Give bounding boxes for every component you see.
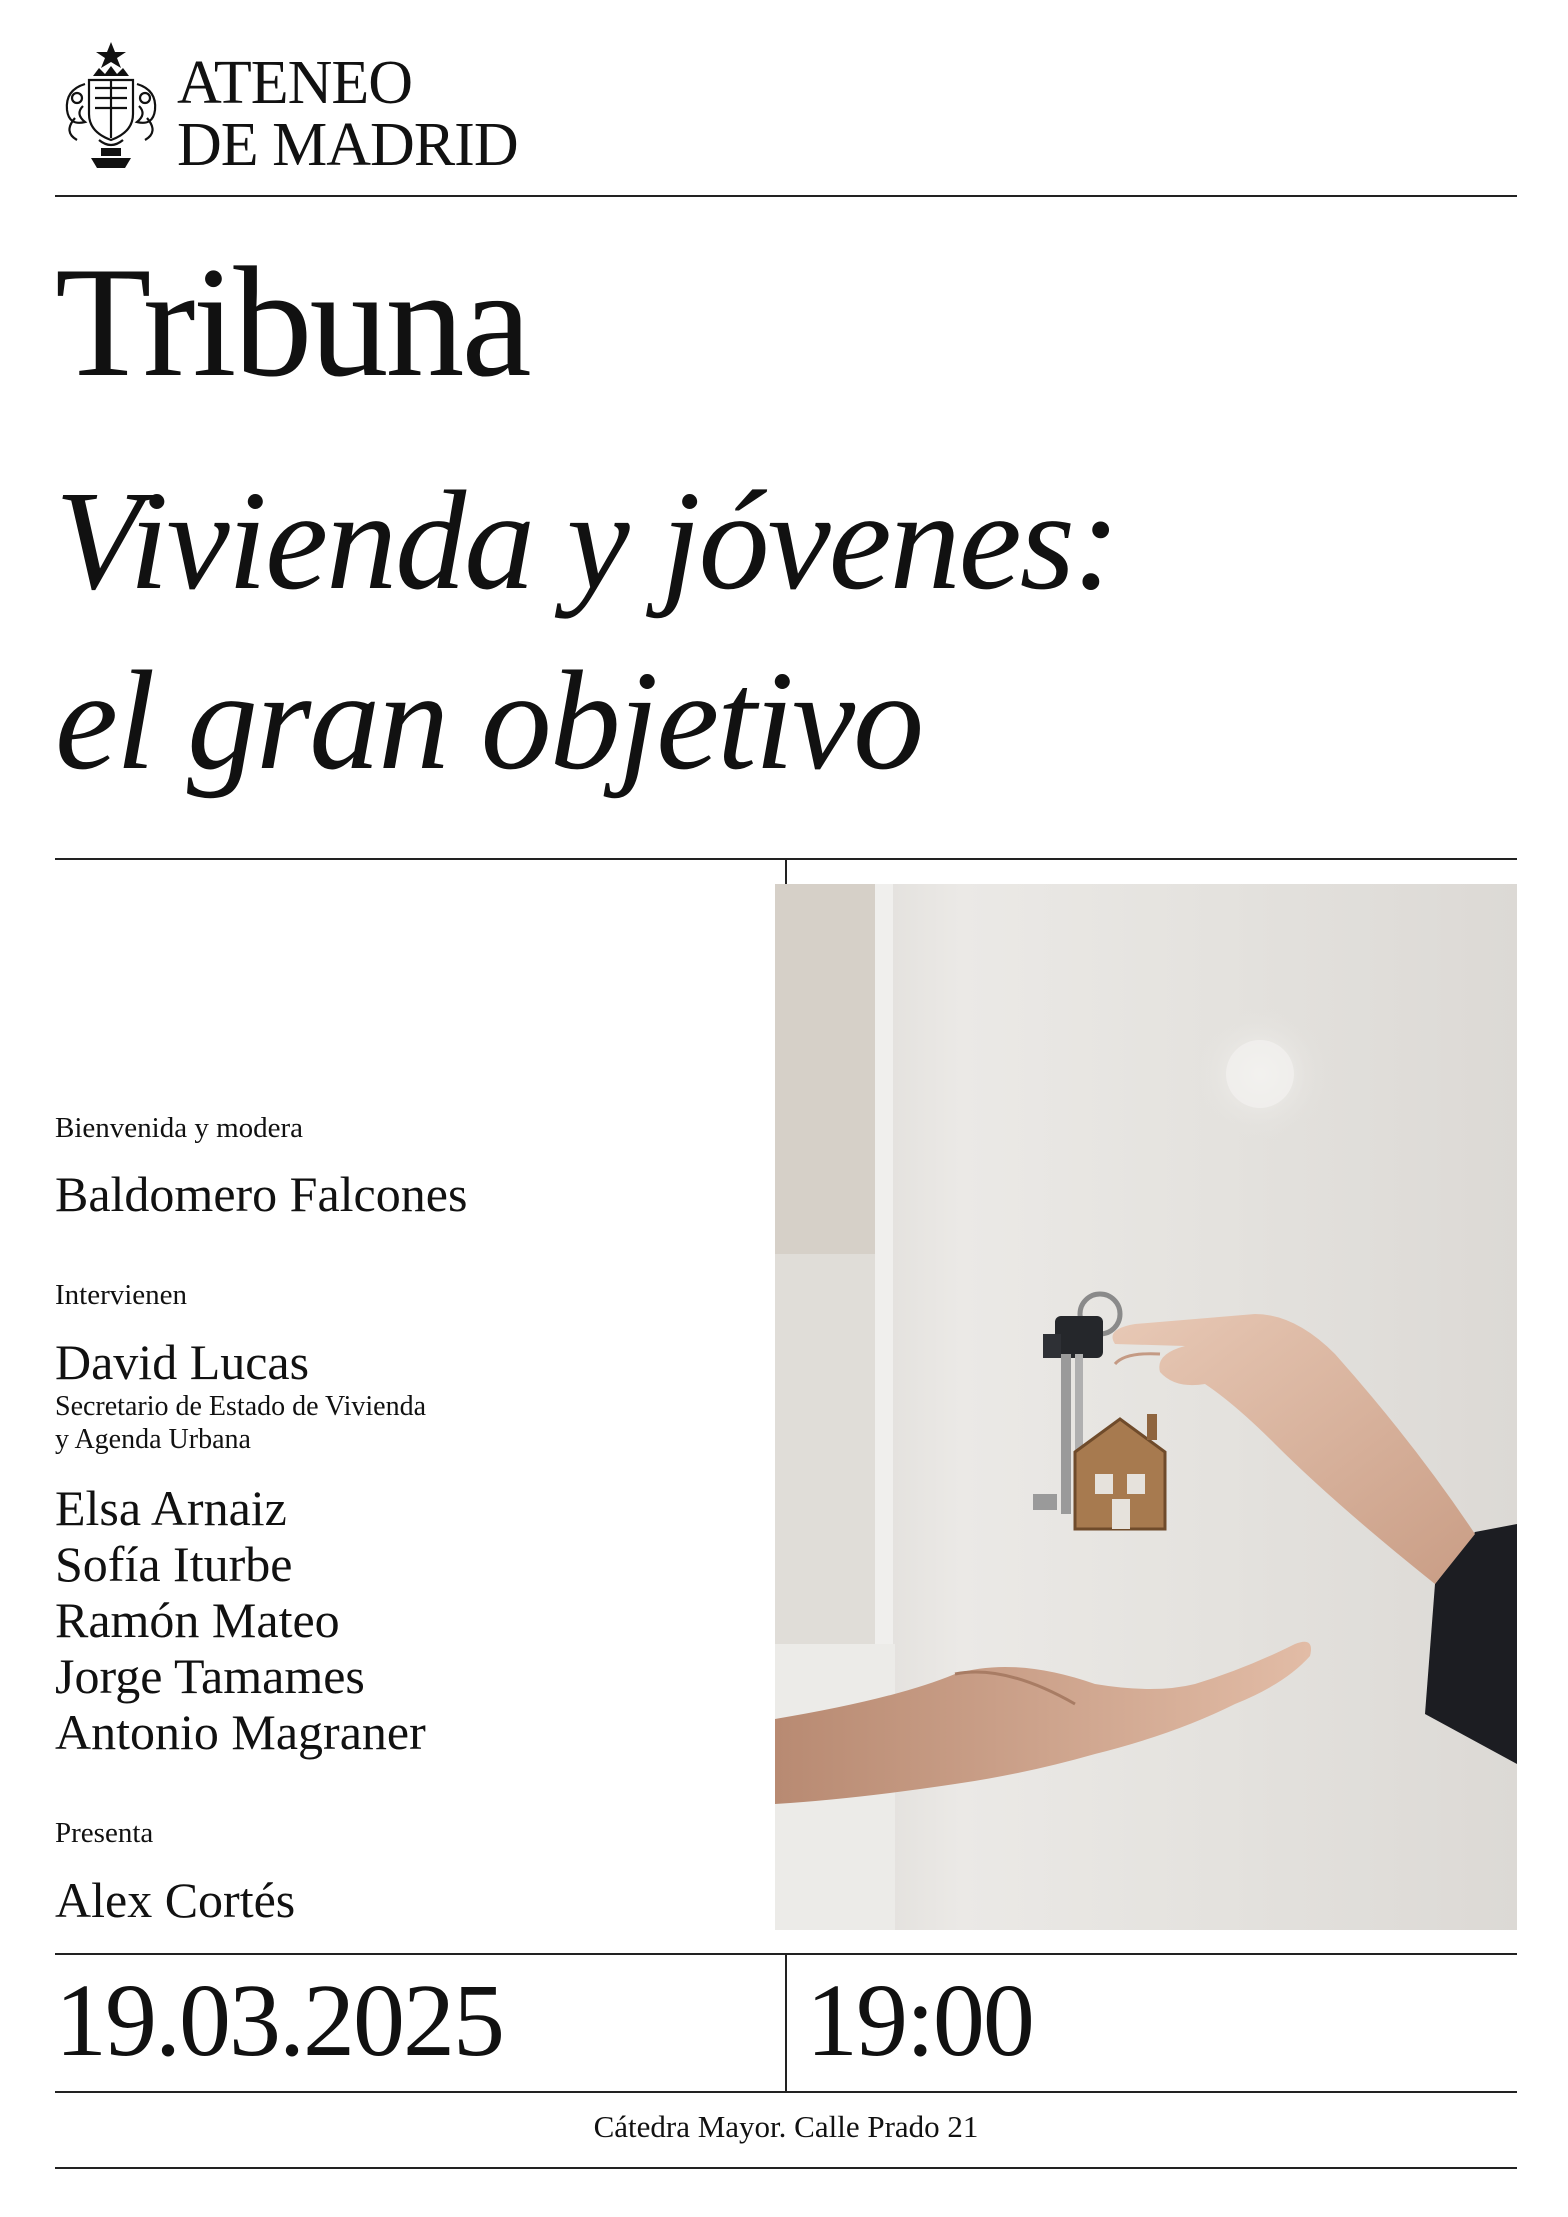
event-time: 19:00 [806, 1963, 1033, 2078]
speaker-name: Antonio Magraner [55, 1704, 426, 1760]
event-date: 19.03.2025 [55, 1963, 503, 2078]
keys-handover-photo [775, 884, 1517, 1930]
speakers-label: Intervienen [55, 1279, 188, 1311]
divider-date-vertical [785, 1953, 787, 2091]
speaker-role: y Agenda Urbana [55, 1424, 251, 1455]
ateneo-crest-icon [55, 40, 167, 172]
speaker-name: Ramón Mateo [55, 1592, 340, 1648]
welcome-label: Bienvenida y modera [55, 1112, 304, 1144]
subtitle-line1: Vivienda y jóvenes: [55, 461, 1119, 619]
presenter-name: Alex Cortés [55, 1872, 296, 1928]
subtitle-line2: el gran objetivo [55, 641, 923, 799]
divider-mid-vertical [785, 858, 787, 884]
divider-top [55, 195, 1517, 197]
page-title: Tribuna [55, 235, 529, 410]
speaker-name: Sofía Iturbe [55, 1536, 293, 1592]
org-name-line2: DE MADRID [177, 111, 518, 179]
event-location: Cátedra Mayor. Calle Prado 21 [593, 2109, 979, 2144]
speaker-role: Secretario de Estado de Vivienda [55, 1391, 426, 1422]
moderator-name: Baldomero Falcones [55, 1166, 468, 1222]
divider-date-bottom [55, 2091, 1517, 2093]
org-name-line1: ATENEO [177, 49, 413, 117]
speaker-name: Jorge Tamames [55, 1648, 365, 1704]
speaker-name: Elsa Arnaiz [55, 1480, 287, 1536]
divider-bottom [55, 2167, 1517, 2169]
speaker-name: David Lucas [55, 1334, 310, 1390]
presenter-label: Presenta [55, 1817, 154, 1849]
